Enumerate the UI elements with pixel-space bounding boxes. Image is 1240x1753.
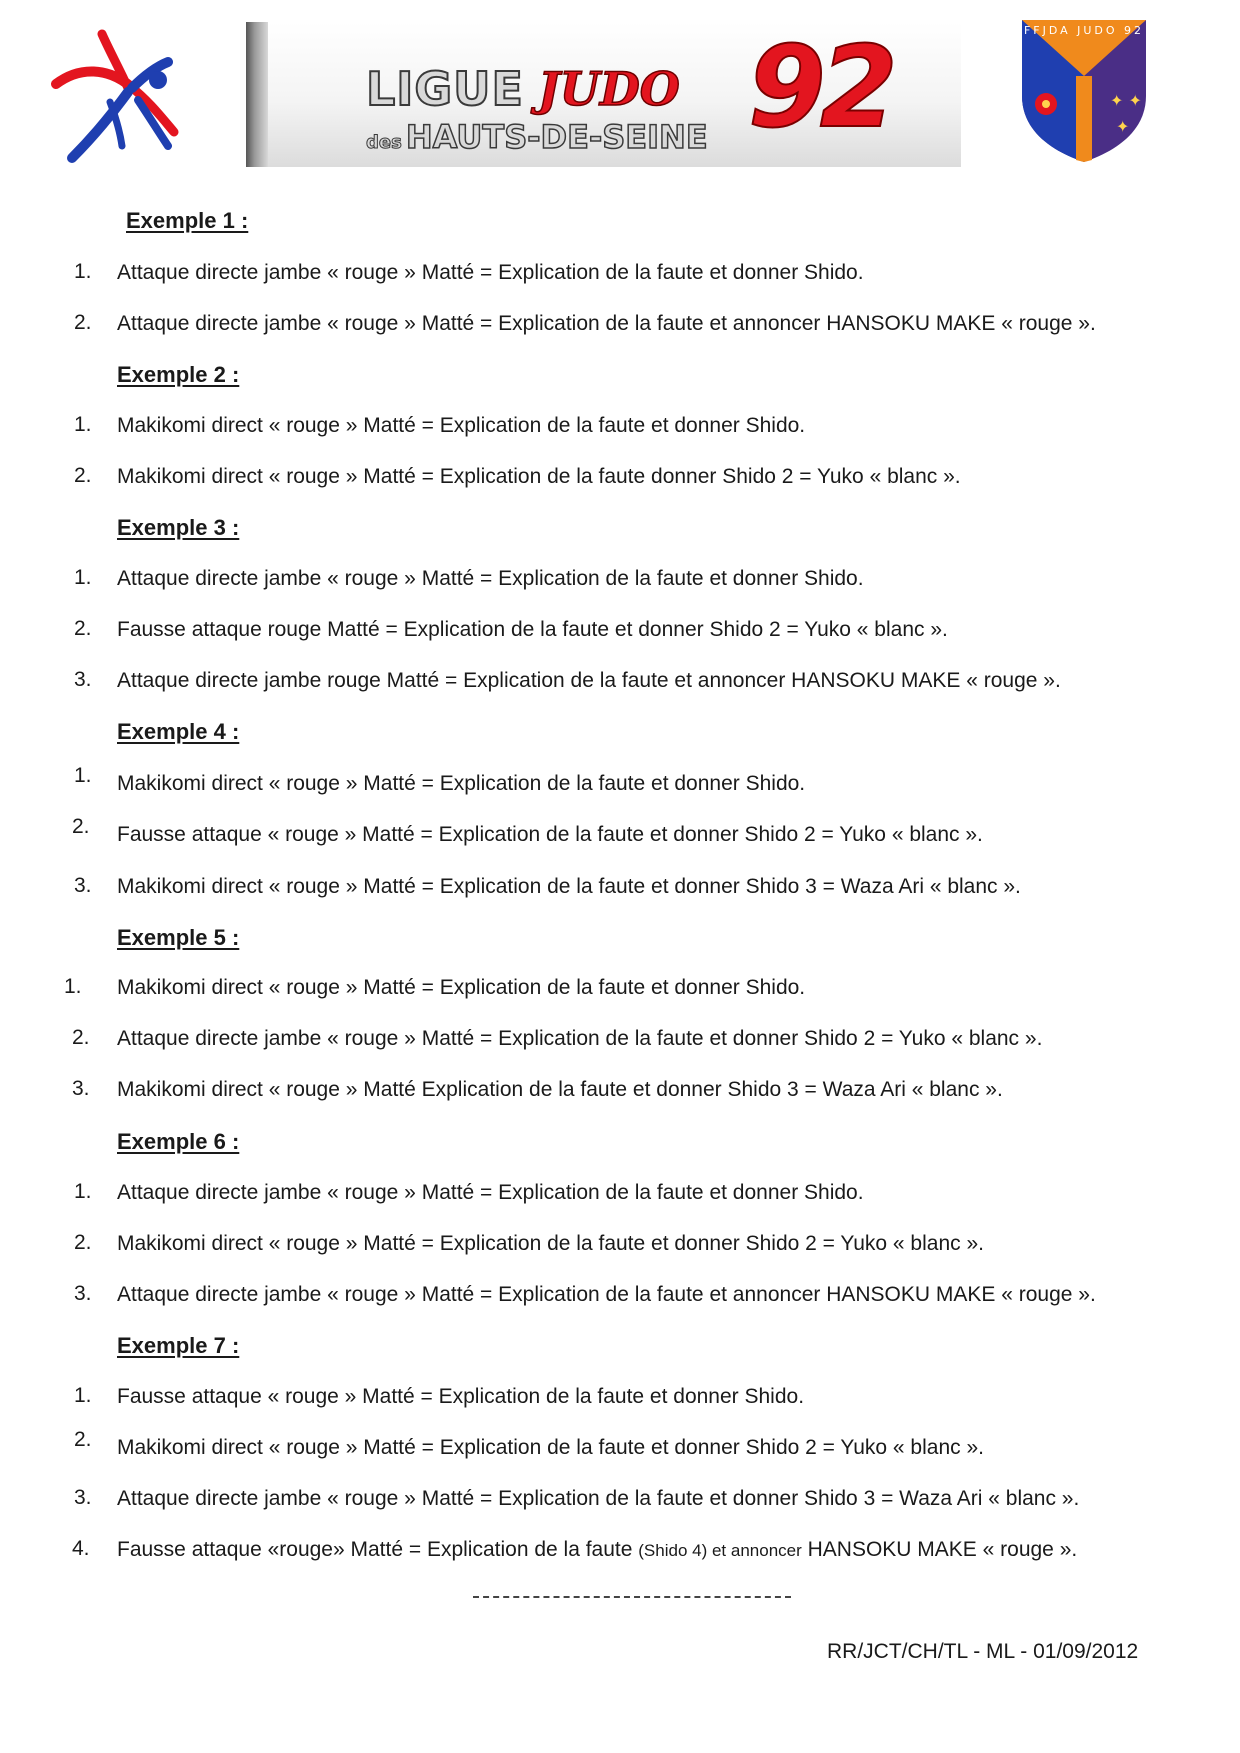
list-number: 2.	[72, 815, 90, 838]
list-item: Makikomi direct « rouge » Matté = Explication de la faute et donner Shido 3 = Waza Ari « blanc ».	[117, 875, 1021, 898]
list-number: 1.	[64, 975, 82, 998]
example-heading: Exemple 3 :	[117, 515, 240, 540]
list-number: 1.	[74, 566, 92, 589]
list-number: 3.	[74, 1282, 92, 1305]
list-item: Attaque directe jambe « rouge » Matté = Explication de la faute et donner Shido.	[117, 567, 864, 590]
list-number: 1.	[74, 1384, 92, 1407]
list-number: 1.	[74, 764, 92, 787]
separator-dashes	[473, 1596, 791, 1598]
list-item: Fausse attaque « rouge » Matté = Explication de la faute et donner Shido 2 = Yuko « blanc ».	[117, 823, 983, 846]
list-item: Fausse attaque « rouge » Matté = Explication de la faute et donner Shido.	[117, 1385, 805, 1408]
banner-title-line	[366, 62, 680, 116]
list-item: Attaque directe jambe rouge Matté = Explication de la faute et annoncer HANSOKU MAKE « rouge ».	[117, 669, 1061, 692]
banner-judo: JUDO	[537, 62, 680, 116]
list-number: 4.	[72, 1537, 90, 1560]
list-item: Makikomi direct « rouge » Matté = Explication de la faute et donner Shido 2 = Yuko « blanc ».	[117, 1232, 984, 1255]
list-number: 3.	[72, 1077, 90, 1100]
league-banner	[246, 22, 961, 167]
svg-text:✦ ✦: ✦ ✦	[1110, 91, 1142, 110]
list-number: 2.	[74, 1428, 92, 1451]
list-item: Attaque directe jambe « rouge » Matté = Explication de la faute et annoncer HANSOKU MAKE « rouge ».	[117, 1283, 1096, 1306]
list-item: Makikomi direct « rouge » Matté = Explication de la faute et donner Shido.	[117, 772, 806, 795]
list-item-text-after: HANSOKU MAKE « rouge ».	[801, 1538, 1078, 1561]
list-item: Makikomi direct « rouge » Matté Explication de la faute et donner Shido 3 = Waza Ari « blanc ».	[117, 1078, 1003, 1101]
list-item: Fausse attaque rouge Matté = Explication de la faute et donner Shido 2 = Yuko « blanc ».	[117, 618, 948, 641]
list-item: Attaque directe jambe « rouge » Matté = Explication de la faute et annoncer HANSOKU MAKE « rouge ».	[117, 312, 1096, 335]
list-item	[117, 1538, 1077, 1562]
example-heading: Exemple 7 :	[117, 1333, 240, 1358]
list-number: 3.	[74, 668, 92, 691]
example-heading: Exemple 4 :	[117, 719, 240, 744]
example-heading: Exemple 2 :	[117, 362, 240, 387]
document-reference: RR/JCT/CH/TL - ML - 01/09/2012	[827, 1640, 1139, 1663]
svg-text:✦: ✦	[1116, 117, 1130, 136]
example-heading: Exemple 1 :	[126, 208, 249, 233]
list-number: 2.	[74, 1231, 92, 1254]
list-number: 2.	[74, 617, 92, 640]
list-item: Attaque directe jambe « rouge » Matté = Explication de la faute et donner Shido 3 = Waza Ari « blanc ».	[117, 1487, 1080, 1510]
banner-number: 92	[748, 23, 892, 153]
banner-subtitle-line	[366, 118, 708, 156]
list-number: 1.	[74, 260, 92, 283]
list-number: 3.	[74, 1486, 92, 1509]
banner-hauts-de-seine: HAUTS-DE-SEINE	[405, 118, 708, 156]
list-item: Makikomi direct « rouge » Matté = Explication de la faute et donner Shido 2 = Yuko « blanc ».	[117, 1436, 984, 1459]
list-item: Makikomi direct « rouge » Matté = Explication de la faute et donner Shido.	[117, 976, 806, 999]
example-heading: Exemple 6 :	[117, 1129, 240, 1154]
list-number: 1.	[74, 413, 92, 436]
crest-text: FFJDA JUDO 92	[1023, 24, 1145, 37]
list-item: Attaque directe jambe « rouge » Matté = Explication de la faute et donner Shido.	[117, 261, 864, 284]
list-item: Attaque directe jambe « rouge » Matté = Explication de la faute et donner Shido 2 = Yuko « blanc ».	[117, 1027, 1043, 1050]
list-item-text-small: (Shido 4) et annoncer	[638, 1541, 802, 1560]
list-number: 2.	[72, 1026, 90, 1049]
banner-des: des	[366, 132, 402, 153]
list-item: Makikomi direct « rouge » Matté = Explication de la faute donner Shido 2 = Yuko « blanc ».	[117, 465, 961, 488]
page-header	[0, 0, 1240, 175]
list-number: 1.	[74, 1180, 92, 1203]
list-number: 2.	[74, 311, 92, 334]
example-heading: Exemple 5 :	[117, 925, 240, 950]
ffjudo-logo	[50, 22, 195, 167]
banner-ligue: LIGUE	[366, 62, 524, 116]
list-item-text-before: Fausse attaque «rouge» Matté = Explication de la faute	[117, 1538, 639, 1561]
list-number: 3.	[74, 874, 92, 897]
list-item: Makikomi direct « rouge » Matté = Explication de la faute et donner Shido.	[117, 414, 806, 437]
list-number: 2.	[74, 464, 92, 487]
ffjda-92-crest	[1018, 14, 1150, 164]
list-item: Attaque directe jambe « rouge » Matté = Explication de la faute et donner Shido.	[117, 1181, 864, 1204]
banner-bar	[246, 22, 268, 167]
